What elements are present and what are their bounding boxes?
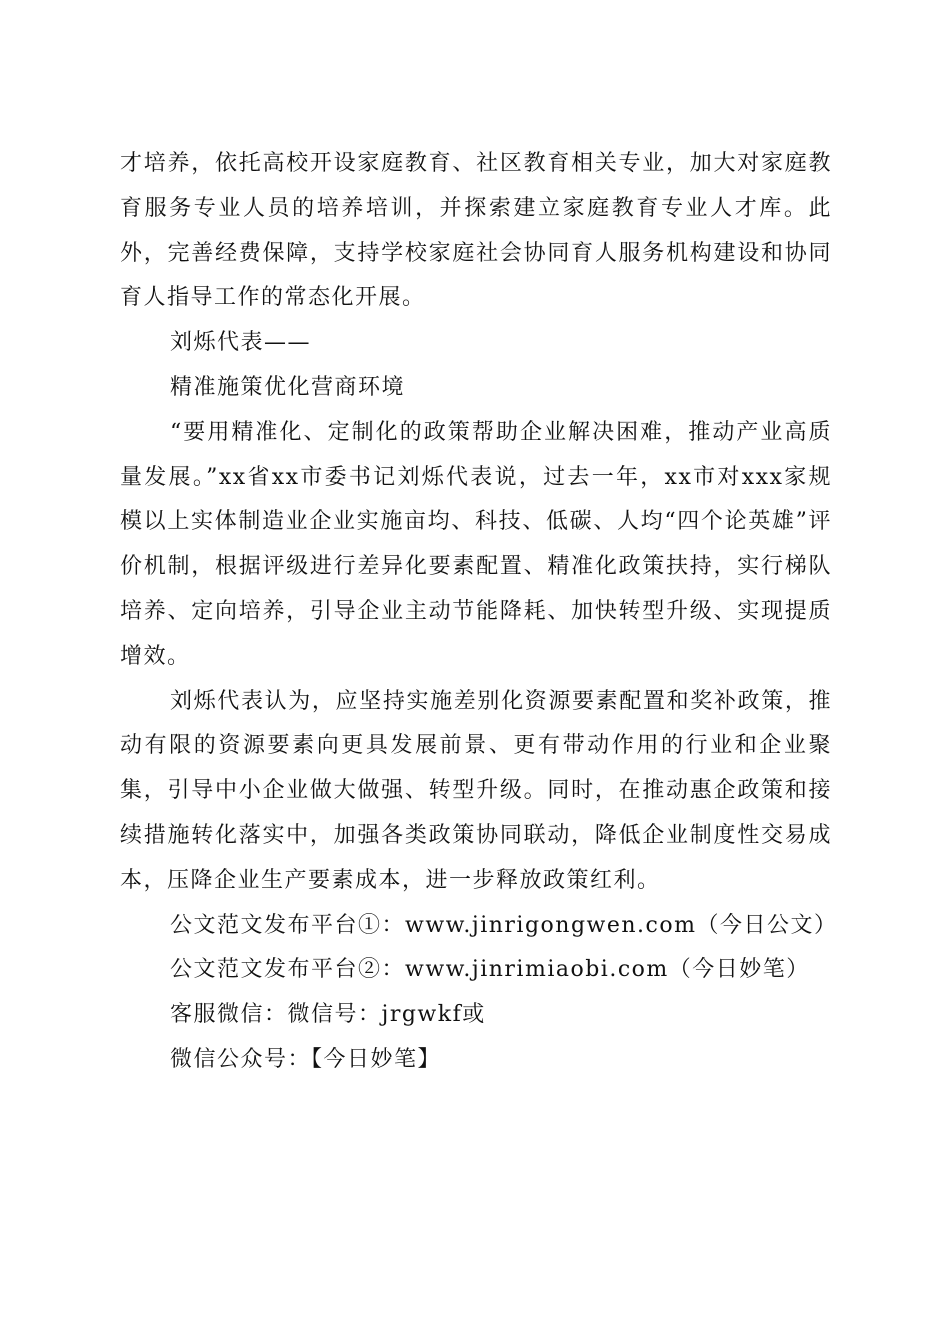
representative-name-line: 刘烁代表—— bbox=[170, 330, 312, 356]
paragraph-continuation: 才培养，依托高校开设家庭教育、社区教育相关专业，加大对家庭教育服务专业人员的培养培训，并探索建立家庭教育专业人才库。此外，完善经费保障，支持学校家庭社会协同育人服务机构建设和协同育人指导工作的常态化开展。 bbox=[120, 151, 832, 311]
wechat-official-account: 微信公众号：【今日妙笔】 bbox=[170, 1046, 442, 1072]
service-wechat: 客服微信：微信号：jrgwkf或 bbox=[170, 1002, 486, 1028]
platform-link-1: 公文范文发布平台①：www.jinrigongwen.com（今日公文） bbox=[170, 912, 838, 938]
document-body bbox=[120, 142, 838, 1083]
platform-link-2: 公文范文发布平台②：www.jinrimiaobi.com（今日妙笔） bbox=[170, 957, 810, 983]
paragraph-opinion: 刘烁代表认为，应坚持实施差别化资源要素配置和奖补政策，推动有限的资源要素向更具发展前景、更有带动作用的行业和企业聚集，引导中小企业做大做强、转型升级。同时，在推动惠企政策和接续措施转化落实中，加强各类政策协同联动，降低企业制度性交易成本，压降企业生产要素成本，进一步释放政策红利。 bbox=[120, 688, 832, 893]
paragraph-quote: “要用精准化、定制化的政策帮助企业解决困难，推动产业高质量发展。”xx省xx市委书记刘烁代表说，过去一年，xx市对xxx家规模以上实体制造业企业实施亩均、科技、低碳、人均“四个论英雄”评价机制，根据评级进行差异化要素配置、精准化政策扶持，实行梯队培养、定向培养，引导企业主动节能降耗、加快转型升级、实现提质增效。 bbox=[120, 419, 832, 669]
section-heading: 精准施策优化营商环境 bbox=[170, 374, 406, 400]
